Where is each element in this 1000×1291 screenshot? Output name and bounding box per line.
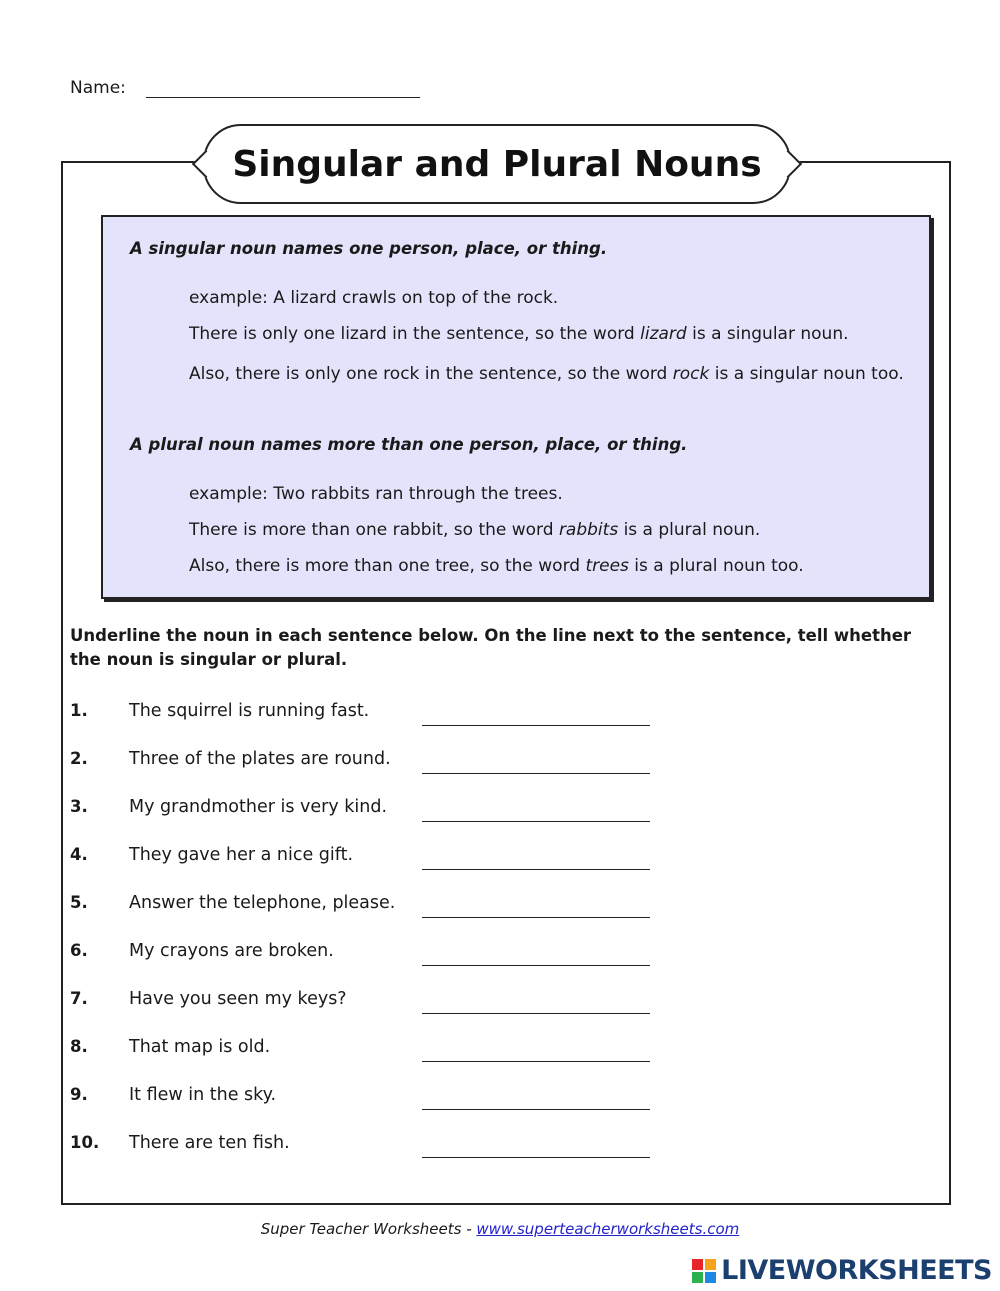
text: Also, there is only one rock in the sentence, so the word [189, 364, 673, 384]
plural-explanation-2 [189, 554, 909, 578]
answer-input[interactable] [422, 793, 650, 822]
question-sentence[interactable]: They gave her a nice gift. [129, 845, 354, 865]
answer-input[interactable] [422, 937, 650, 966]
question-number: 9. [70, 1085, 88, 1104]
question-number: 10. [70, 1133, 100, 1152]
question-sentence[interactable]: It flew in the sky. [129, 1085, 277, 1105]
question-sentence[interactable]: My grandmother is very kind. [129, 797, 388, 817]
answer-input[interactable] [422, 889, 650, 918]
answer-input[interactable] [422, 1129, 650, 1158]
answer-input[interactable] [422, 1081, 650, 1110]
emphasis-word: rabbits [558, 520, 619, 540]
footer-separator: - [461, 1220, 477, 1238]
answer-input[interactable] [422, 745, 650, 774]
text: is a singular noun. [686, 324, 849, 344]
definition-box [101, 215, 931, 599]
question-sentence[interactable]: My crayons are broken. [129, 941, 334, 961]
logo-block [692, 1272, 703, 1283]
footer-link[interactable]: www.superteacherworksheets.com [476, 1220, 740, 1238]
footer-credit: Super Teacher Worksheets [260, 1220, 462, 1238]
question-sentence[interactable]: There are ten fish. [129, 1133, 290, 1153]
text: is a singular noun too. [709, 364, 904, 384]
question-sentence[interactable]: Answer the telephone, please. [129, 893, 396, 913]
emphasis-word: rock [672, 364, 710, 384]
text: There is more than one rabbit, so the word [189, 520, 559, 540]
plural-rule: A plural noun names more than one person, place, or thing. [130, 435, 688, 454]
singular-explanation-1 [189, 322, 909, 346]
logo-block [705, 1272, 716, 1283]
question-number: 5. [70, 893, 88, 912]
singular-rule: A singular noun names one person, place, or thing. [130, 239, 608, 258]
footer [0, 1220, 1000, 1238]
answer-input[interactable] [422, 841, 650, 870]
singular-example: example: A lizard crawls on top of the rock. [189, 288, 559, 308]
text: is a plural noun too. [628, 556, 804, 576]
question-number: 4. [70, 845, 88, 864]
text: is a plural noun. [618, 520, 761, 540]
name-line[interactable] [146, 97, 420, 98]
answer-input[interactable] [422, 1033, 650, 1062]
text: There is only one lizard in the sentence, so the word [189, 324, 641, 344]
singular-explanation-2 [189, 362, 909, 386]
name-label: Name: [70, 78, 126, 98]
plural-explanation-1 [189, 518, 909, 542]
emphasis-word: trees [585, 556, 629, 576]
logo-blocks-icon [692, 1259, 716, 1283]
question-number: 1. [70, 701, 88, 720]
question-number: 2. [70, 749, 88, 768]
emphasis-word: lizard [640, 324, 687, 344]
logo-block [692, 1259, 703, 1270]
text: Also, there is more than one tree, so the word [189, 556, 586, 576]
question-sentence[interactable]: Have you seen my keys? [129, 989, 347, 1009]
question-number: 7. [70, 989, 88, 1008]
logo-text: LIVEWORKSHEETS [721, 1255, 992, 1286]
answer-input[interactable] [422, 985, 650, 1014]
question-number: 8. [70, 1037, 88, 1056]
question-sentence[interactable]: Three of the plates are round. [129, 749, 391, 769]
instructions: Underline the noun in each sentence below. On the line next to the sentence, tell whether the noun is singular or plural. [70, 626, 912, 669]
liveworksheets-logo[interactable] [692, 1255, 992, 1286]
question-sentence[interactable]: That map is old. [129, 1037, 271, 1057]
plural-example: example: Two rabbits ran through the trees. [189, 484, 563, 504]
question-sentence[interactable]: The squirrel is running fast. [129, 701, 370, 721]
question-number: 3. [70, 797, 88, 816]
logo-block [705, 1259, 716, 1270]
question-number: 6. [70, 941, 88, 960]
page-title: Singular and Plural Nouns [203, 124, 791, 204]
answer-input[interactable] [422, 697, 650, 726]
